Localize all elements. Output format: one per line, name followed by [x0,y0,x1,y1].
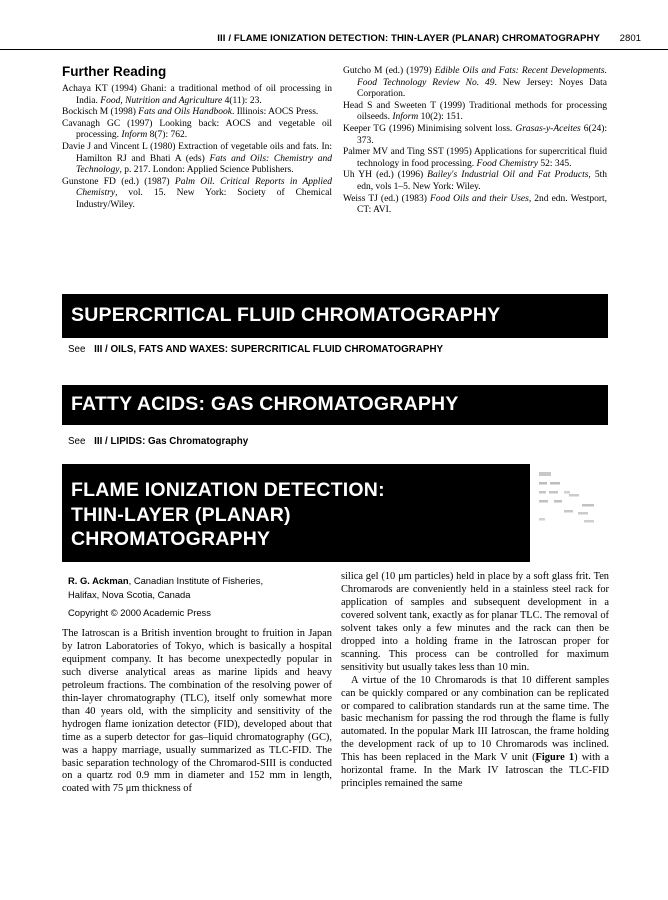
text-run: 8(7): 762. [147,130,188,141]
text-run: 4(11): 23. [222,95,262,106]
author-affiliation-1: , Canadian Institute of Fisheries, [128,575,264,586]
text-run: , vol. 15. New York: Society of Chemical Industry/Wiley. [76,188,332,210]
text-run: Cavanagh GC (1997) Looking back: AOCS and vegetable oil processing. [62,118,332,141]
reference-item [343,147,607,170]
reference-item [62,142,332,177]
chromatogram-thumbnail-image [530,464,608,562]
see-link[interactable]: III / OILS, FATS AND WAXES: SUPERCRITICAL FLUID CHROMATOGRAPHY [94,344,444,355]
section-banner-fatty-acids [62,385,608,425]
body-paragraph [341,571,609,675]
page-number: 2801 [619,33,641,44]
see-link[interactable]: III / LIPIDS: Gas Chromatography [94,436,249,447]
author-block [68,574,263,601]
italic-run: Fats and Oils: Chemistry and Technology [76,153,332,176]
italic-run: Palm Oil. Critical Reports in Applied Chemistry [76,176,332,199]
reference-item [343,124,607,147]
reference-list-left [62,84,332,212]
text-run: Uh YH (ed.) (1996) [343,170,428,181]
italic-run: Food Oils and their Uses [430,193,529,204]
see-also-fatty-acids [68,436,248,447]
section-banner-supercritical [62,294,608,338]
reference-item [343,170,607,193]
text-run: Achaya KT (1994) Ghani: a traditional method of oil processing in India. [62,84,332,106]
reference-item [343,101,607,124]
body-text-right-column [341,571,609,791]
article-title-line-3: CHROMATOGRAPHY [71,528,271,550]
text-run: Davie J and Vincent L (1980) Extraction of vegetable oils and fats. In: Hamilton RJ and Bhati A (eds) [62,141,332,164]
italic-run: Inform [392,112,419,123]
further-reading-heading: Further Reading [62,64,167,79]
running-head [0,29,668,50]
italic-run: Bailey's Industrial Oil and Fat Products [427,170,589,181]
text-run: Palmer MV and Ting SST (1995) Applications for supercritical fluid technology in food processing. [343,147,607,169]
text-run: Bockisch M (1998) [62,107,139,118]
text-run: 52: 345. [538,158,572,169]
text-run: silica gel (10 μm particles) held in place by a soft glass frit. Ten Chromarods are conveniently held in a stainless steel rack for application of samples and subsequent development in a covered solvent tank, exactly as for planar TLC. The removal of solvent takes only a few minutes and the rack can then be dropped into a holding frame in the Iatroscan proper for scanning. This process can be controlled for maximum sensitivity but usually takes less than 10 min. [341,571,609,673]
text-run: Keeper TG (1996) Minimising solvent loss. [343,123,516,134]
italic-run: Food Chemistry [476,158,539,169]
text-run: Gutcho M (ed.) (1979) [343,66,435,76]
author-name: R. G. Ackman [68,575,129,586]
text-run: 6(24): 373. [357,123,608,146]
article-title-line-1: FLAME IONIZATION DETECTION: [71,479,385,501]
reference-item [62,107,332,119]
text-run: . New Jersey: Noyes Data Corporation. [357,77,607,100]
bold-run[interactable]: Figure 1 [535,752,575,764]
text-run: , 2nd edn. Westport, CT: AVI. [357,193,608,216]
text-run: Weiss TJ (ed.) (1983) [343,193,431,204]
text-run: A virtue of the 10 Chromarods is that 10 different samples can be quickly compared or any combination can be replicated or compared to calibration standards run at the same time. The basic mechanism for passing the rod through the flame is fully automated. In the popular Mark III Iatroscan, the frame holding the development rack of up to 10 Chromarods was inclined. This has been replaced in the Mark V unit ( [341,674,609,764]
see-also-supercritical [68,344,443,355]
article-title-line-2: THIN-LAYER (PLANAR) [71,503,291,526]
text-run: ) with a horizontal frame. In the Mark IV Iatroscan the TLC-FID principles remained the same [341,752,609,790]
body-text-left-column [62,628,332,796]
reference-item [62,177,332,212]
text-run: , 5th edn, vols 1–5. New York: Wiley. [357,170,607,192]
reference-item [343,66,607,101]
text-run: . Illinois: AOCS Press. [231,107,319,118]
reference-item [62,119,332,142]
running-head-title: III / FLAME IONIZATION DETECTION: THIN-LAYER (PLANAR) CHROMATOGRAPHY [217,33,600,44]
italic-run: Food, Nutrition and Agriculture [100,95,223,106]
text-run: The Iatroscan is a British invention brought to fruition in Japan by Iatron Laboratories of Tokyo, which is basically a hospital equipment company. It has become unexpectedly popular in such diverse analytical areas as marine lipids and heavy petroleum fractions. The combination of the resolving power of thin-layer chromatography (TLC), itself only somewhat more than 40 years old, with the simplicity and sensitivity of the hydrogen flame ionization detector (FID), developed about that time as a superb detector for gas–liquid chromatography (GC), was a happy marriage, usually summarized as TLC-FID. The basic separation technology of the Chromarod-SIII is conducted on a quartz rod 0.9 mm in diameter and 152 mm in length, coated with 75 μm thickness of [62,628,332,795]
reference-list-right [343,66,607,217]
section-title: SUPERCRITICAL FLUID CHROMATOGRAPHY [71,304,501,326]
text-run: 10(2): 151. [418,112,463,123]
see-label: See [68,436,86,447]
italic-run: Inform [121,130,148,141]
text-run: Gunstone FD (ed.) (1987) [62,176,175,187]
copyright-notice: Copyright © 2000 Academic Press [68,607,211,618]
italic-run: Edible Oils and Fats: Recent Developments. Food Technology Review No. 49 [357,66,607,88]
reference-item [343,194,607,217]
see-label: See [68,344,86,355]
tlc-plate-icon [534,468,604,558]
section-title: FATTY ACIDS: GAS CHROMATOGRAPHY [71,393,459,415]
text-run: , p. 217. London: Applied Science Publishers. [119,165,294,176]
reference-item [62,84,332,107]
body-paragraph [341,675,609,792]
author-affiliation-2: Halifax, Nova Scotia, Canada [68,588,191,600]
section-banner-fid [62,464,608,562]
italic-run: Grasas-y-Aceites [515,123,581,134]
italic-run: Fats and Oils Handbook [138,107,232,118]
text-run: Head S and Sweeten T (1999) Traditional methods for processing oilseeds. [343,100,607,123]
